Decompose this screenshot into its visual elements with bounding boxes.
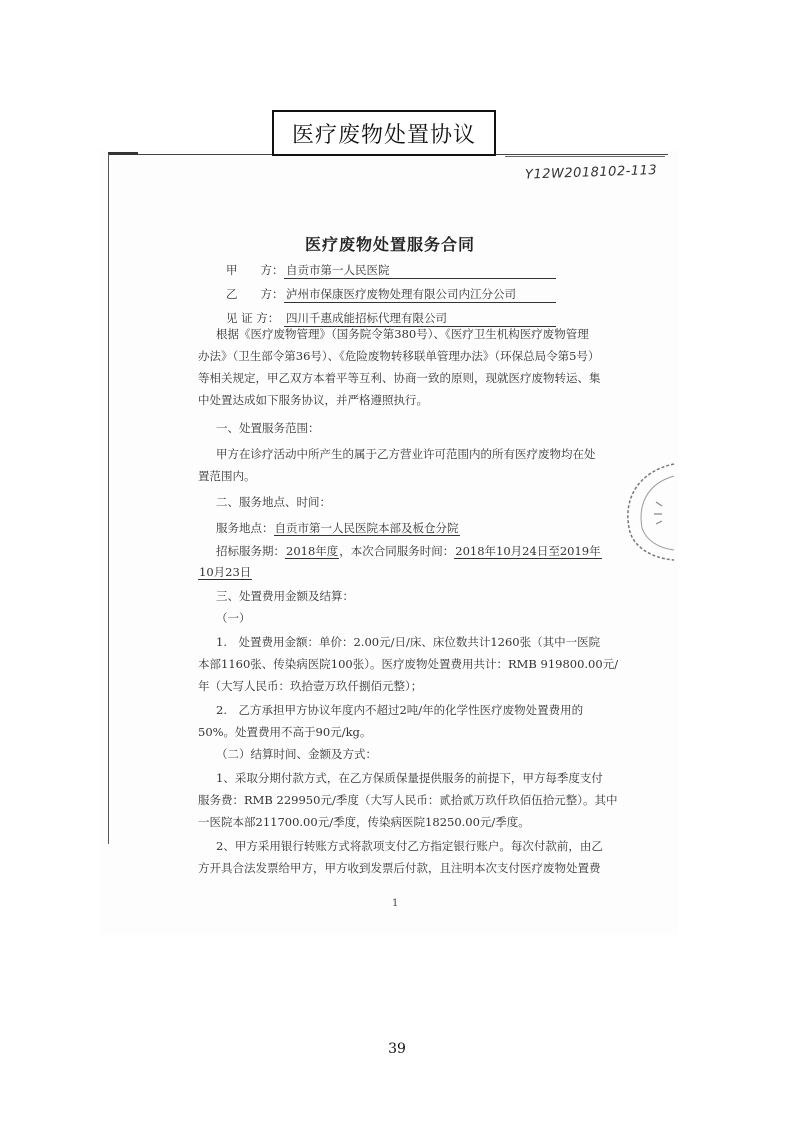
intro-line: 办法》（卫生部令第36号）、《危险废物转移联单管理办法》（环保总局令第5号） [198, 349, 600, 363]
payment-item-2-line: 2、甲方采用银行转账方式将款项支付乙方指定银行账户。每次付款前，由乙 [216, 839, 603, 853]
section-1-line: 置范围内。 [198, 469, 256, 483]
section-1-heading: 一、处置服务范围： [216, 421, 320, 435]
service-location-row [216, 520, 460, 536]
party-a-label: 甲 方： [226, 263, 284, 277]
fee-item-1-line: 年（大写人民币：玖拾壹万玖仟捌佰元整）； [198, 679, 423, 693]
fee-item-1-line: 1. 处置费用金额：单价：2.00元/日/床、床位数共计1260张（其中一医院 [216, 635, 601, 649]
section-2-heading: 二、服务地点、时间： [216, 495, 331, 509]
payment-item-1-line: 一医院本部211700.00元/季度，传染病医院18250.00元/季度。 [198, 815, 530, 829]
inner-page-number: 1 [392, 898, 399, 909]
party-a-value: 自贡市第一人民医院 [284, 262, 556, 279]
party-a-row [226, 262, 556, 280]
contract-title: 医疗废物处置服务合同 [304, 235, 475, 254]
service-period-label: 招标服务期： [216, 544, 285, 558]
contract-time-row-end [198, 564, 252, 580]
party-b-row [226, 286, 556, 304]
scan-edge-left [108, 154, 109, 844]
intro-line: 中处置达成如下服务协议，并严格遵照执行。 [198, 393, 428, 407]
witness-value: 四川千惠成能招标代理有限公司 [284, 310, 556, 327]
agreement-header-box [272, 110, 496, 156]
service-location-label: 服务地点： [216, 521, 274, 535]
section-3-subheading-2: （二）结算时间、金额及方式： [216, 747, 377, 761]
page-number: 39 [388, 1041, 406, 1057]
payment-item-1-line: 1、采取分期付款方式，在乙方保质保量提供服务的前提下，甲方每季度支付 [216, 771, 603, 785]
fee-item-2-line: 50%。处置费用不高于90元/kg。 [198, 725, 372, 739]
section-1-line: 甲方在诊疗活动中所产生的属于乙方营业许可范围内的所有医疗废物均在处 [216, 447, 596, 461]
contract-time-label: ，本次合同服务时间： [339, 544, 455, 558]
party-b-value: 泸州市保康医疗废物处理有限公司内江分公司 [284, 286, 556, 303]
service-location-value: 自贡市第一人民医院本部及板仓分院 [274, 521, 459, 535]
witness-label: 见 证 方： [226, 311, 280, 325]
payment-item-2-line: 方开具合法发票给甲方，甲方收到发票后付款，且注明本次支付医疗废物处置费 [198, 861, 601, 875]
scan-mark-top-right [505, 156, 665, 157]
payment-item-1-line: 服务费：RMB 229950元/季度（大写人民币：贰拾贰万玖仟玖佰伍拾元整）。其中 [198, 793, 618, 807]
fee-item-1-line: 本部1160张、传染病医院100张）。医疗废物处置费用共计：RMB 919800.00元/ [198, 657, 619, 671]
contract-time-range-start: 2018年10月24日至2019年 [455, 544, 601, 558]
fee-item-2-line: 2. 乙方承担甲方协议年度内不超过2吨/年的化学性医疗废物处置费用的 [216, 703, 584, 717]
contract-time-range-end: 10月23日 [199, 565, 252, 579]
service-period-value: 2018年度 [286, 544, 339, 558]
scan-mark-top-left [108, 152, 138, 155]
intro-line: 根据《医疗废物管理》（国务院令第380号）、《医疗卫生机构医疗废物管理 [216, 327, 589, 341]
agreement-header-title: 医疗废物处置协议 [291, 122, 476, 148]
handwritten-doc-code: Y12W2018102-113 [524, 163, 658, 183]
party-b-label: 乙 方： [226, 287, 284, 301]
service-period-row [216, 543, 602, 559]
section-3-heading: 三、处置费用金额及结算： [216, 589, 354, 603]
section-3-subheading-1: （一） [216, 611, 251, 625]
intro-line: 等相关规定，甲乙双方本着平等互利、协商一致的原则，现就医疗废物转运、集 [198, 371, 601, 385]
seal-stamp-fragment [616, 462, 676, 562]
